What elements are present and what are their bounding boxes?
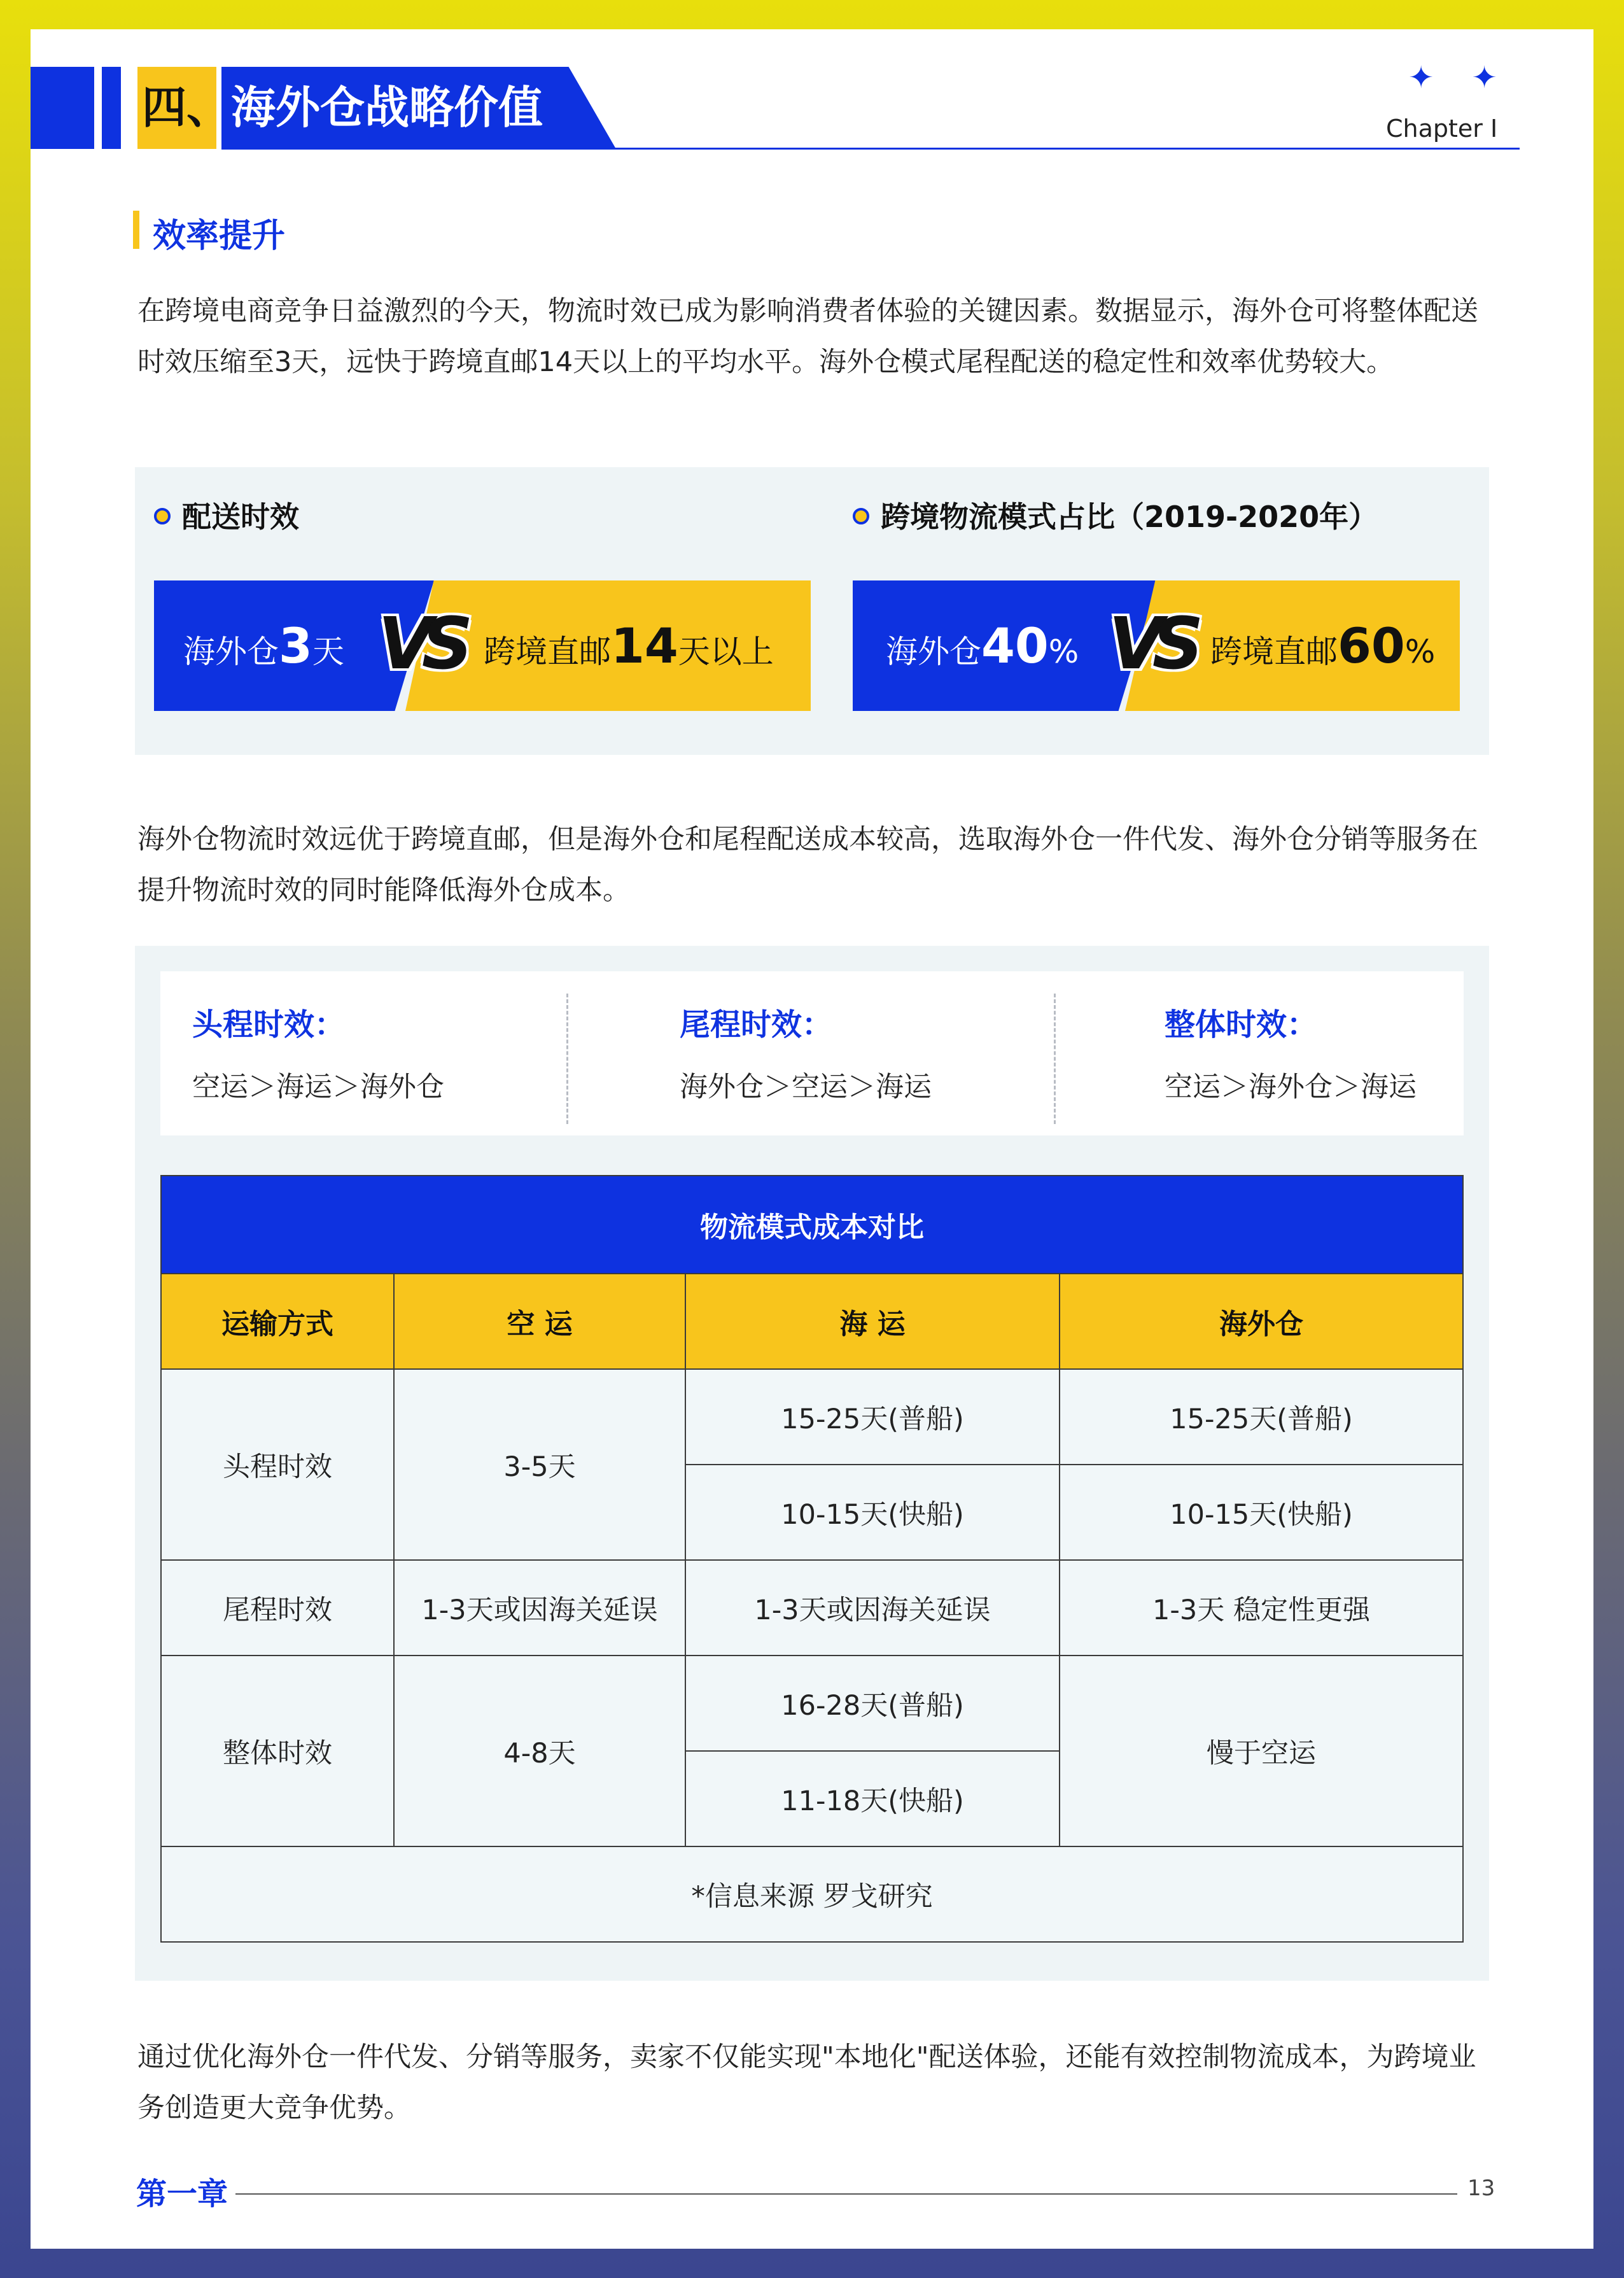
- bullet-icon: [853, 508, 869, 524]
- cell-sea-last-leg: 1-3天或因海关延误: [685, 1560, 1060, 1656]
- timing-value-last-leg: 海外仓＞空运＞海运: [680, 1071, 932, 1103]
- cell-warehouse-last-leg: 1-3天 稳定性更强: [1060, 1560, 1463, 1656]
- cell-air-last-leg: 1-3天或因海关延误: [394, 1560, 685, 1656]
- subsection-title: 效率提升: [153, 217, 286, 255]
- column-header-air: 空 运: [394, 1274, 685, 1369]
- page-title: [142, 67, 543, 149]
- column-header-sea: 海 运: [685, 1274, 1060, 1369]
- comparison-title: 配送时效: [182, 500, 299, 534]
- section-number: 四、: [142, 81, 231, 134]
- comparison-panel: [135, 467, 1489, 755]
- cell-sea-first-leg-fast: 10-15天(快船): [685, 1465, 1060, 1560]
- comparison-bar: [154, 580, 811, 711]
- cost-comparison-panel: [135, 946, 1489, 1981]
- timing-value-overall: 空运＞海外仓＞海运: [1165, 1071, 1417, 1103]
- card-divider: [1054, 994, 1056, 1124]
- table-row: [161, 1846, 1463, 1942]
- cell-sea-overall-regular: 16-28天(普船): [685, 1656, 1060, 1751]
- timing-title-first-leg: 头程时效：: [192, 1007, 346, 1043]
- cell-warehouse-overall: 慢于空运: [1060, 1656, 1463, 1846]
- page-number: 13: [1467, 2176, 1495, 2201]
- timing-cards: [160, 971, 1464, 1135]
- comparison-right-text: 跨境直邮14天以上: [484, 617, 774, 674]
- cell-warehouse-first-leg-regular: 15-25天(普船): [1060, 1369, 1463, 1465]
- header-underline: [221, 148, 1520, 150]
- timing-title-last-leg: 尾程时效：: [680, 1007, 833, 1043]
- row-label-first-leg: 头程时效: [161, 1369, 394, 1560]
- row-label-last-leg: 尾程时效: [161, 1560, 394, 1656]
- table-row: [161, 1369, 1463, 1465]
- timing-value-first-leg: 空运＞海运＞海外仓: [192, 1071, 444, 1103]
- cell-air-overall: 4-8天: [394, 1656, 685, 1846]
- comparison-left-text: 海外仓3天: [183, 617, 344, 674]
- comparison-right-text: 跨境直邮60%: [1210, 617, 1436, 674]
- row-label-overall: 整体时效: [161, 1656, 394, 1846]
- column-header-warehouse: 海外仓: [1060, 1274, 1463, 1369]
- comparison-bar: [853, 580, 1460, 711]
- footer-rule: [235, 2193, 1457, 2195]
- cell-warehouse-first-leg-fast: 10-15天(快船): [1060, 1465, 1463, 1560]
- bullet-icon: [154, 508, 171, 524]
- vs-icon: VS: [1109, 603, 1193, 686]
- page: [31, 29, 1593, 2249]
- cell-sea-overall-fast: 11-18天(快船): [685, 1751, 1060, 1846]
- cell-sea-first-leg-regular: 15-25天(普船): [685, 1369, 1060, 1465]
- chapter-label: Chapter I: [1386, 115, 1498, 143]
- timing-title-overall: 整体时效：: [1165, 1007, 1318, 1043]
- header-accent-bar: [31, 67, 94, 149]
- cost-comparison-table: [160, 1175, 1464, 1943]
- table-source-note: *信息来源 罗戈研究: [161, 1846, 1463, 1942]
- footer-chapter: 第一章: [136, 2176, 228, 2212]
- table-row: [161, 1656, 1463, 1751]
- sparkle-icon: ✦ ✦: [1408, 60, 1511, 95]
- section-title: 海外仓战略价值: [231, 81, 543, 134]
- column-header-mode: 运输方式: [161, 1274, 394, 1369]
- header-accent-bar-thin: [102, 67, 121, 149]
- middle-paragraph: 海外仓物流时效远优于跨境直邮，但是海外仓和尾程配送成本较高，选取海外仓一件代发、海外仓分销等服务在提升物流时效的同时能降低海外仓成本。: [137, 824, 1478, 906]
- card-divider: [566, 994, 568, 1124]
- comparison-left-text: 海外仓40%: [886, 617, 1079, 674]
- vs-icon: VS: [378, 603, 462, 686]
- intro-paragraph: 在跨境电商竞争日益激烈的今天，物流时效已成为影响消费者体验的关键因素。数据显示，海外仓可将整体配送时效压缩至3天，远快于跨境直邮14天以上的平均水平。海外仓模式尾程配送的稳定性和效率优势较大。: [137, 295, 1478, 378]
- closing-paragraph: 通过优化海外仓一件代发、分销等服务，卖家不仅能实现"本地化"配送体验，还能有效控制物流成本，为跨境业务创造更大竞争优势。: [137, 2041, 1476, 2124]
- comparison-title: 跨境物流模式占比（2019-2020年）: [881, 500, 1378, 534]
- subsection-marker: [133, 211, 139, 249]
- table-caption: 物流模式成本对比: [161, 1176, 1463, 1274]
- table-row: [161, 1560, 1463, 1656]
- cell-air-first-leg: 3-5天: [394, 1369, 685, 1560]
